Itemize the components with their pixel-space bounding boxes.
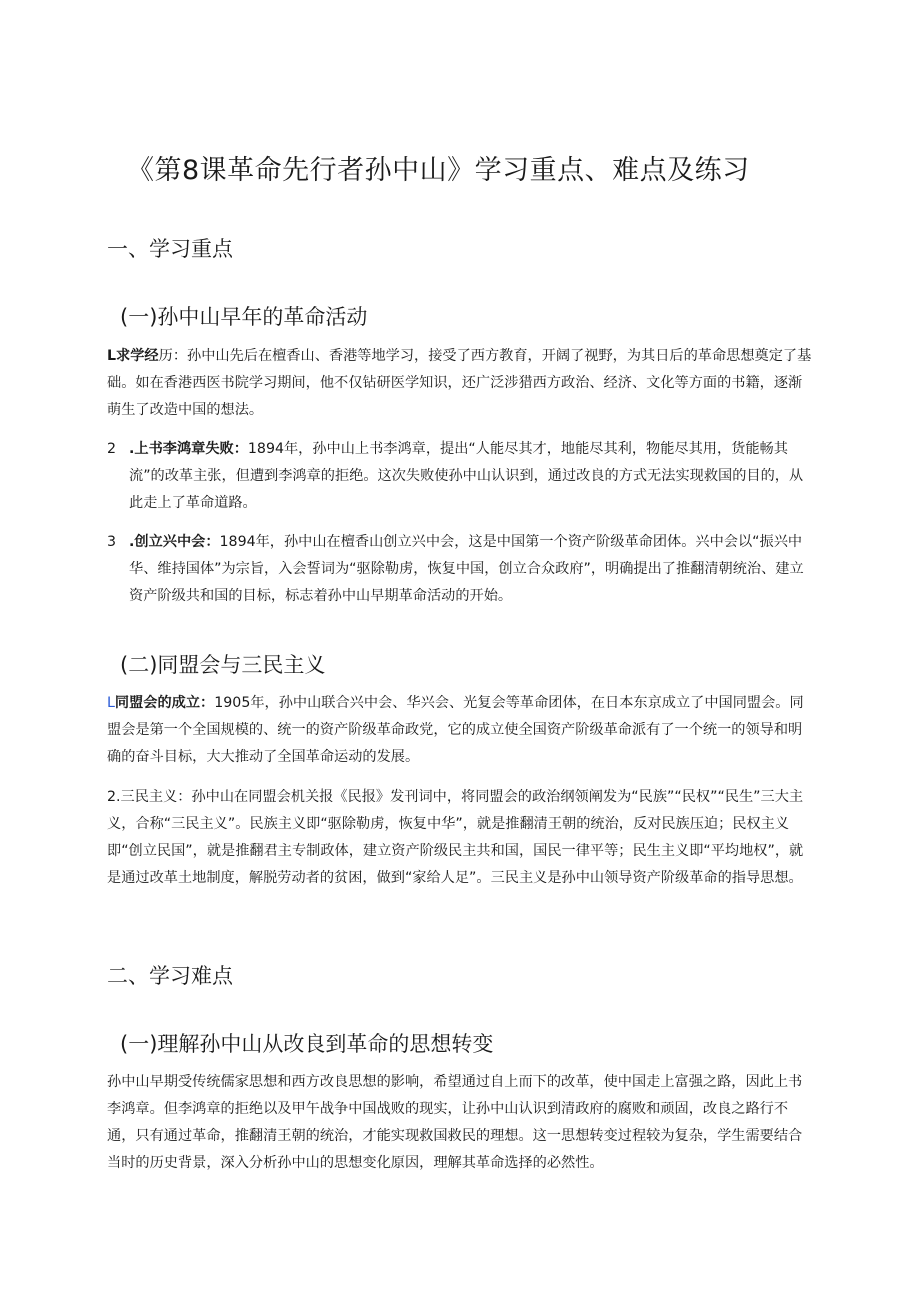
paragraph-text: 1894年，孙中山上书李鸿章，提出“人能尽其才，地能尽其利，物能尽其用，货能畅其流”的改革主张，但遭到李鸿章的拒绝。这次失败使孙中山认识到，通过改良的方式无法实现救国的目的，从此走上了革命道路。 bbox=[129, 441, 804, 511]
paragraph-text: 1894年，孙中山在檀香山创立兴中会，这是中国第一个资产阶级革命团体。兴中会以“振兴中华、维持国体”为宗旨，入会誓词为“驱除勒虏，恢复中国，创立合众政府”，明确提出了推翻清朝统治、建立资产阶级共和国的目标，标志着孙中山早期革命活动的开始。 bbox=[129, 534, 804, 604]
list-marker: L bbox=[107, 695, 115, 711]
page-title: 《第8课革命先行者孙中山》学习重点、难点及练习 bbox=[127, 155, 750, 186]
paragraph-xingzhonghui bbox=[107, 529, 813, 610]
list-number: 2 bbox=[107, 441, 117, 457]
section-heading-difficulties: 二、学习难点 bbox=[107, 964, 233, 988]
paragraph-thought-transition: 孙中山早期受传统儒家思想和西方改良思想的影响，希望通过自上而下的改革，使中国走上富强之路，因此上书李鸿章。但李鸿章的拒绝以及甲午战争中国战败的现实，让孙中山认识到清政府的腐败和顽固，改良之路行不通，只有通过革命，推翻清王朝的统治，才能实现救国救民的理想。这一思想转变过程较为复杂，学生需要结合当时的历史背景，深入分析孙中山的思想变化原因，理解其革命选择的必然性。 bbox=[107, 1074, 803, 1171]
subsection-heading-thought-transition: (一)理解孙中山从改良到革命的思想转变 bbox=[120, 1032, 494, 1056]
list-marker: L bbox=[107, 348, 117, 364]
subsection-heading-early-activities: (一)孙中山早年的革命活动 bbox=[120, 305, 368, 329]
paragraph-label: .创立兴中会： bbox=[129, 534, 220, 550]
section-heading-key-points: 一、学习重点 bbox=[107, 237, 233, 261]
paragraph-three-principles: 2.三民主义：孙中山在同盟会机关报《民报》发刊词中，将同盟会的政治纲领阐发为“民族”“民权”“民生”三大主义，合称“三民主义”。民族主义即“驱除勒虏，恢复中华”，就是推翻清王朝的统治，反对民族压迫；民权主义即“创立民国”，就是推翻君主专制政体，建立资产阶级民主共和国，国民一律平等；民生主义即“平均地权”，就是通过改革土地制度，解脱劳动者的贫困，做到“家给人足”。三民主义是孙中山领导资产阶级革命的指导思想。 bbox=[107, 789, 804, 886]
paragraph-text: 历：孙中山先后在檀香山、香港等地学习，接受了西方教育，开阔了视野，为其日后的革命思想奠定了基础。如在香港西医书院学习期间，他不仅钻研医学知识，还广泛涉猎西方政治、经济、文化等方面的书籍，逐渐萌生了改造中国的想法。 bbox=[107, 348, 812, 418]
paragraph-tongmenghui-founding bbox=[107, 690, 813, 771]
paragraph-study-experience bbox=[107, 343, 813, 424]
paragraph-text: 1905年，孙中山联合兴中会、华兴会、光复会等革命团体，在日本东京成立了中国同盟会。同盟会是第一个全国规模的、统一的资产阶级革命政党，它的成立使全国资产阶级革命派有了一个统一的领导和明确的奋斗目标，大大推动了全国革命运动的发展。 bbox=[107, 695, 804, 765]
paragraph-label: 求学经 bbox=[116, 348, 159, 364]
paragraph-petition-li-hongzhang bbox=[107, 436, 813, 517]
list-number: 3 bbox=[107, 534, 117, 550]
subsection-heading-tongmenghui: (二)同盟会与三民主义 bbox=[120, 653, 326, 677]
paragraph-label: 同盟会的成立： bbox=[114, 695, 215, 711]
paragraph-label: .上书李鸿章失败： bbox=[129, 441, 248, 457]
